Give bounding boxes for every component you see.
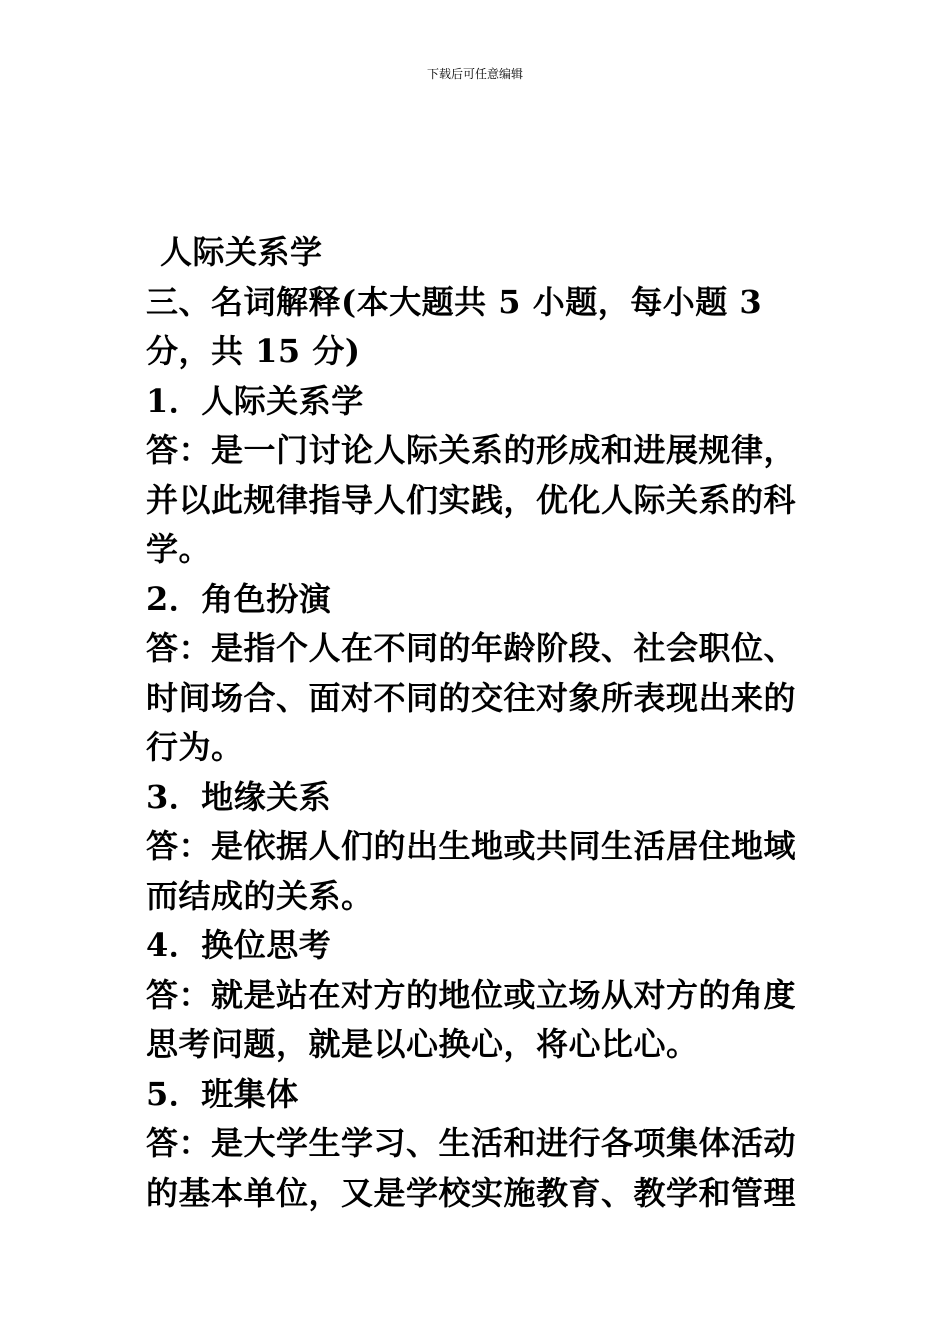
document-title: 人际关系学 [160,233,323,271]
header-note: 下载后可任意编辑 [426,67,523,81]
term-2: 2．角色扮演 [146,579,332,618]
answer-2: 答：是指个人在不同的年龄阶段、社会职位、时间场合、面对不同的交往对象所表现出来的行为。 [146,629,797,766]
answer-4: 答：就是站在对方的地位或立场从对方的角度思考问题，就是以心换心，将心比心。 [146,975,797,1063]
document-body [146,228,814,1218]
term-3: 3．地缘关系 [146,777,332,816]
term-4: 4．换位思考 [146,926,332,964]
answer-5: 答：是大学生学习、生活和进行各项集体活动的基本单位，又是学校实施教育、教学和管理 [146,1124,797,1212]
section-heading: 三、名词解释(本大题共 5 小题，每小题 3 分，共 15 分) [146,282,774,370]
answer-1: 答：是一门讨论人际关系的形成和进展规律，并以此规律指导人们实践，优化人际关系的科学。 [146,431,797,568]
answer-3: 答：是依据人们的出生地或共同生活居住地域而结成的关系。 [146,827,797,915]
term-1: 1．人际关系学 [146,381,364,420]
term-5: 5．班集体 [146,1074,299,1113]
